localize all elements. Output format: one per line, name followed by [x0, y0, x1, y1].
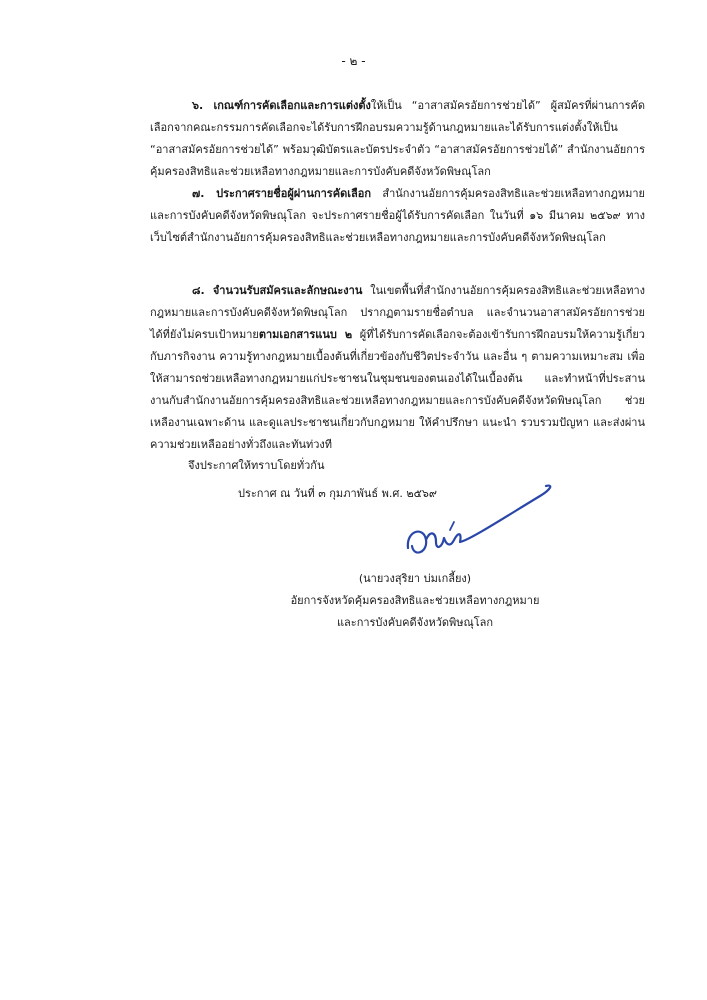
- section-7-body: สำนักงานอัยการคุ้มครองสิทธิและช่วยเหลือทางกฎหมายและการบังคับคดีจังหวัดพิษณุโลก จะประกาศรายชื่อผู้ได้รับการคัดเลือก ในวันที่ ๑๖ มีนาคม ๒๕๖๙ ทางเว็บไซต์สำนักงานอัยการคุ้มครองสิทธิและช่วยเหลือทางกฎหมายและการบังคับคดีจังหวัดพิษณุโลก: [150, 187, 645, 244]
- section-7-announcement: [150, 183, 645, 249]
- section-6-body: ให้เป็น “อาสาสมัครอัยการช่วยได้” ผู้สมัครที่ผ่านการคัดเลือกจากคณะกรรมการคัดเลือกจะได้รับการฝึกอบรมความรู้ด้านกฎหมายและได้รับการแต่งตั้งให้เป็น “อาสาสมัครอัยการช่วยได้” พร้อมวุฒิบัตรและบัตรประจำตัว “อาสาสมัครอัยการช่วยได้” สำนักงานอัยการคุ้มครองสิทธิและช่วยเหลือทางกฎหมายและการบังคับคดีจังหวัดพิษณุโลก: [150, 99, 645, 178]
- section-8-body-part1: ในเขตพื้นที่สำนักงานอัยการคุ้มครองสิทธิและช่วยเหลือทางกฎหมายและการบังคับคดีจังหวัดพิษณุโลก ปรากฏตามรายชื่อตำบล และจำนวนอาสาสมัครอัยการช่วยได้ที่ยังไม่ครบเป้าหมาย: [150, 284, 646, 341]
- section-7-heading: ๗. ประกาศรายชื่อผู้ผ่านการคัดเลือก: [192, 187, 371, 200]
- section-8-attachment-ref: ตามเอกสารแนบ ๒: [258, 328, 353, 341]
- handwritten-signature: [400, 470, 560, 575]
- signer-position-line-1: อัยการจังหวัดคุ้มครองสิทธิและช่วยเหลือทางกฎหมาย: [290, 594, 540, 607]
- signer-position-line-2: และการบังคับคดีจังหวัดพิษณุโลก: [336, 616, 494, 629]
- page-number: - ๒ -: [341, 54, 366, 68]
- section-6-selection-criteria: [150, 95, 645, 183]
- section-6-heading: ๖. เกณฑ์การคัดเลือกและการแต่งตั้ง: [192, 99, 371, 112]
- closing-statement: จึงประกาศให้ทราบโดยทั่วกัน: [188, 459, 325, 472]
- announcement-date: ประกาศ ณ วันที่ ๓ กุมภาพันธ์ พ.ศ. ๒๕๖๙: [238, 487, 437, 500]
- section-8-quota-and-duties: [150, 280, 645, 456]
- signer-block: [290, 568, 540, 634]
- section-8-heading: ๘. จำนวนรับสมัครและลักษณะงาน: [192, 284, 363, 297]
- section-8-body-part2: ผู้ที่ได้รับการคัดเลือกจะต้องเข้ารับการฝึกอบรมให้ความรู้เกี่ยวกับภารกิจงาน ความรู้ทางกฎหมายเบื้องต้นที่เกี่ยวข้องกับชีวิตประจำวัน และอื่น ๆ ตามความเหมาะสม เพื่อให้สามารถช่วยเหลือทางกฎหมายแก่ประชาชนในชุมชนของตนเองได้ในเบื้องต้น และทำหน้าที่ประสานงานกับสำนักงานอัยการคุ้มครองสิทธิและช่วยเหลือทางกฎหมายและการบังคับคดีจังหวัดพิษณุโลก ช่วยเหลืองานเฉพาะด้าน และดูแลประชาชนเกี่ยวกับกฎหมาย ให้คำปรึกษา แนะนำ รวบรวมปัญหา และส่งผ่านความช่วยเหลืออย่างทั่วถึงและทันท่วงที: [150, 328, 645, 451]
- signer-name: (นายวงสุริยา บ่มเกลี้ยง): [358, 572, 472, 585]
